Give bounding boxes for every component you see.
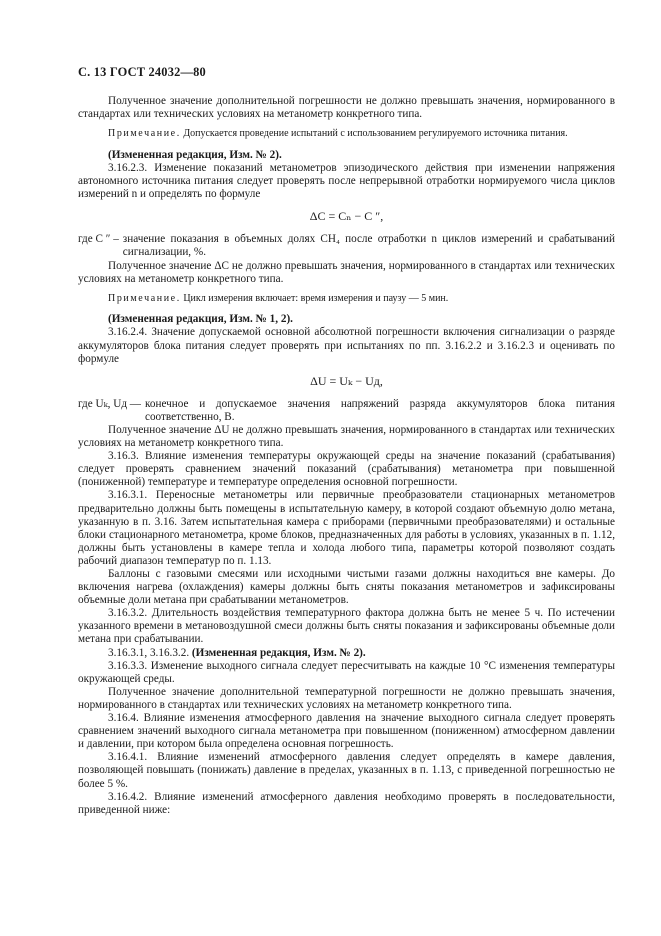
- clause-3-16-4: 3.16.4. Влияние изменения атмосферного давления на значение выходного сигнала следует проверять сравнением значений выходного сигнала метанометра при повышенном (пониженном) атмосферном давлении и давлении, при котором была определена основная погрешность.: [78, 712, 615, 751]
- paragraph-temperature-error: Полученное значение дополнительной температурной погрешности не должно превышать значения, нормированного в стандартах или технических условиях на метанометр конкретного типа.: [78, 685, 615, 711]
- note-label: Примечание.: [108, 292, 181, 304]
- where-lead: где C ″ –: [78, 233, 119, 246]
- clause-3-16-4-1: 3.16.4.1. Влияние изменений атмосферного давления следует определять в камере давления, позволяющей повышать (понижать) давление в пределах, указанных в п. 1.13, с приведенной погрешностью не более 5 %.: [78, 751, 615, 790]
- edit-note-1: (Измененная редакция, Изм. № 2).: [108, 148, 282, 161]
- page-header: С. 13 ГОСТ 24032—80: [78, 65, 206, 79]
- note-cycle: [78, 293, 615, 306]
- paragraph-delta-c: Полученное значение ΔC не должно превышать значения, нормированного в стандартах или технических условиях на метанометр конкретного типа.: [78, 259, 615, 285]
- edit-note-3: [78, 647, 615, 660]
- clause-numbers: 3.16.3.1, 3.16.3.2.: [108, 646, 190, 659]
- where-clause-u: [78, 398, 615, 424]
- where-lead: где Uₖ, Uд —: [78, 397, 141, 410]
- paragraph-additional-error: Полученное значение дополнительной погрешности не должно превышать значения, нормированного в стандартах или технических условиях на метанометр конкретного типа.: [78, 95, 615, 121]
- where-body: значение показания в объемных долях CH₄ после отработки n циклов измерений и срабатываний сигнализации, %.: [122, 233, 615, 259]
- note-text: Цикл измерения включает: время измерения и паузу — 5 мин.: [180, 292, 449, 304]
- clause-3-16-4-2: 3.16.4.2. Влияние изменений атмосферного давления необходимо проверять в последовательности, приведенной ниже:: [78, 790, 615, 816]
- paragraph-delta-u: Полученное значение ΔU не должно превышать значения, нормированного в стандартах или технических условиях на метанометр конкретного типа.: [78, 423, 615, 450]
- where-body: конечное и допускаемое значения напряжений разряда аккумуляторов блока питания соответственно, В.: [145, 397, 615, 423]
- paragraph-gas-cylinders: Баллоны с газовыми смесями или исходными чистыми газами должны находиться вне камеры. До включения нагрева (охлаждения) камеры должны быть сняты показания метанометров и зафиксированы объемные доли метана при срабатывании метанометров.: [78, 568, 615, 607]
- note-power-source: [78, 128, 615, 141]
- formula-delta-u: ΔU = Uₖ − Uд,: [310, 373, 383, 388]
- document-page: [78, 66, 615, 817]
- clause-3-16-2-4: 3.16.2.4. Значение допускаемой основной абсолютной погрешности включения сигнализации о разряде аккумуляторов блока питания следует проверять при испытаниях по пп. 3.16.2.2 и 3.16.2.3 и оценивать по формуле: [78, 326, 615, 365]
- note-label: Примечание.: [108, 128, 181, 140]
- edit-note-2: (Измененная редакция, Изм. № 1, 2).: [108, 313, 293, 326]
- clause-3-16-2-3: 3.16.2.3. Изменение показаний метанометров эпизодического действия при изменении напряжения автономного источника питания следует проверять после непрерывной отработки нормируемого числа циклов измерений n и определять по формуле: [78, 161, 615, 201]
- clause-3-16-3: 3.16.3. Влияние изменения температуры окружающей среды на значение показаний (срабатывания) следует проверять сравнением значений показаний (срабатывания) метанометра при повышенной (пониженной) температуре и температуре определения основной погрешности.: [78, 450, 615, 489]
- note-text: Допускается проведение испытаний с использованием регулируемого источника питания.: [180, 128, 568, 140]
- formula-delta-c: ΔC = Cₙ − C ″,: [309, 209, 384, 224]
- clause-3-16-3-1: 3.16.3.1. Переносные метанометры или первичные преобразователи стационарных метанометров предварительно должны быть помещены в испытательную камеру, в которой создают объемную долю метана, указанную в п. 3.16. Затем испытательная камера с приборами (первичными преобразователями) и остальные блоки стационарного метанометра, кроме блоков, предназначенных для работы в условиях, указанных в п. 1.12, должны быть установлены в камере тепла и холода любого типа, параметры которой позволяют создать рабочий диапазон температур по п. 1.13.: [78, 489, 615, 567]
- clause-3-16-3-2: 3.16.3.2. Длительность воздействия температурного фактора должна быть не менее 5 ч. По истечении указанного времени в метановоздушной смеси должны быть сняты показания и зафиксированы объемные доли метана при срабатывании.: [78, 607, 615, 646]
- edit-text: (Измененная редакция, Изм. № 2).: [189, 646, 366, 659]
- where-clause-c: [78, 233, 615, 259]
- clause-3-16-3-3: 3.16.3.3. Изменение выходного сигнала следует пересчитывать на каждые 10 °С изменения температуры окружающей среды.: [78, 659, 615, 685]
